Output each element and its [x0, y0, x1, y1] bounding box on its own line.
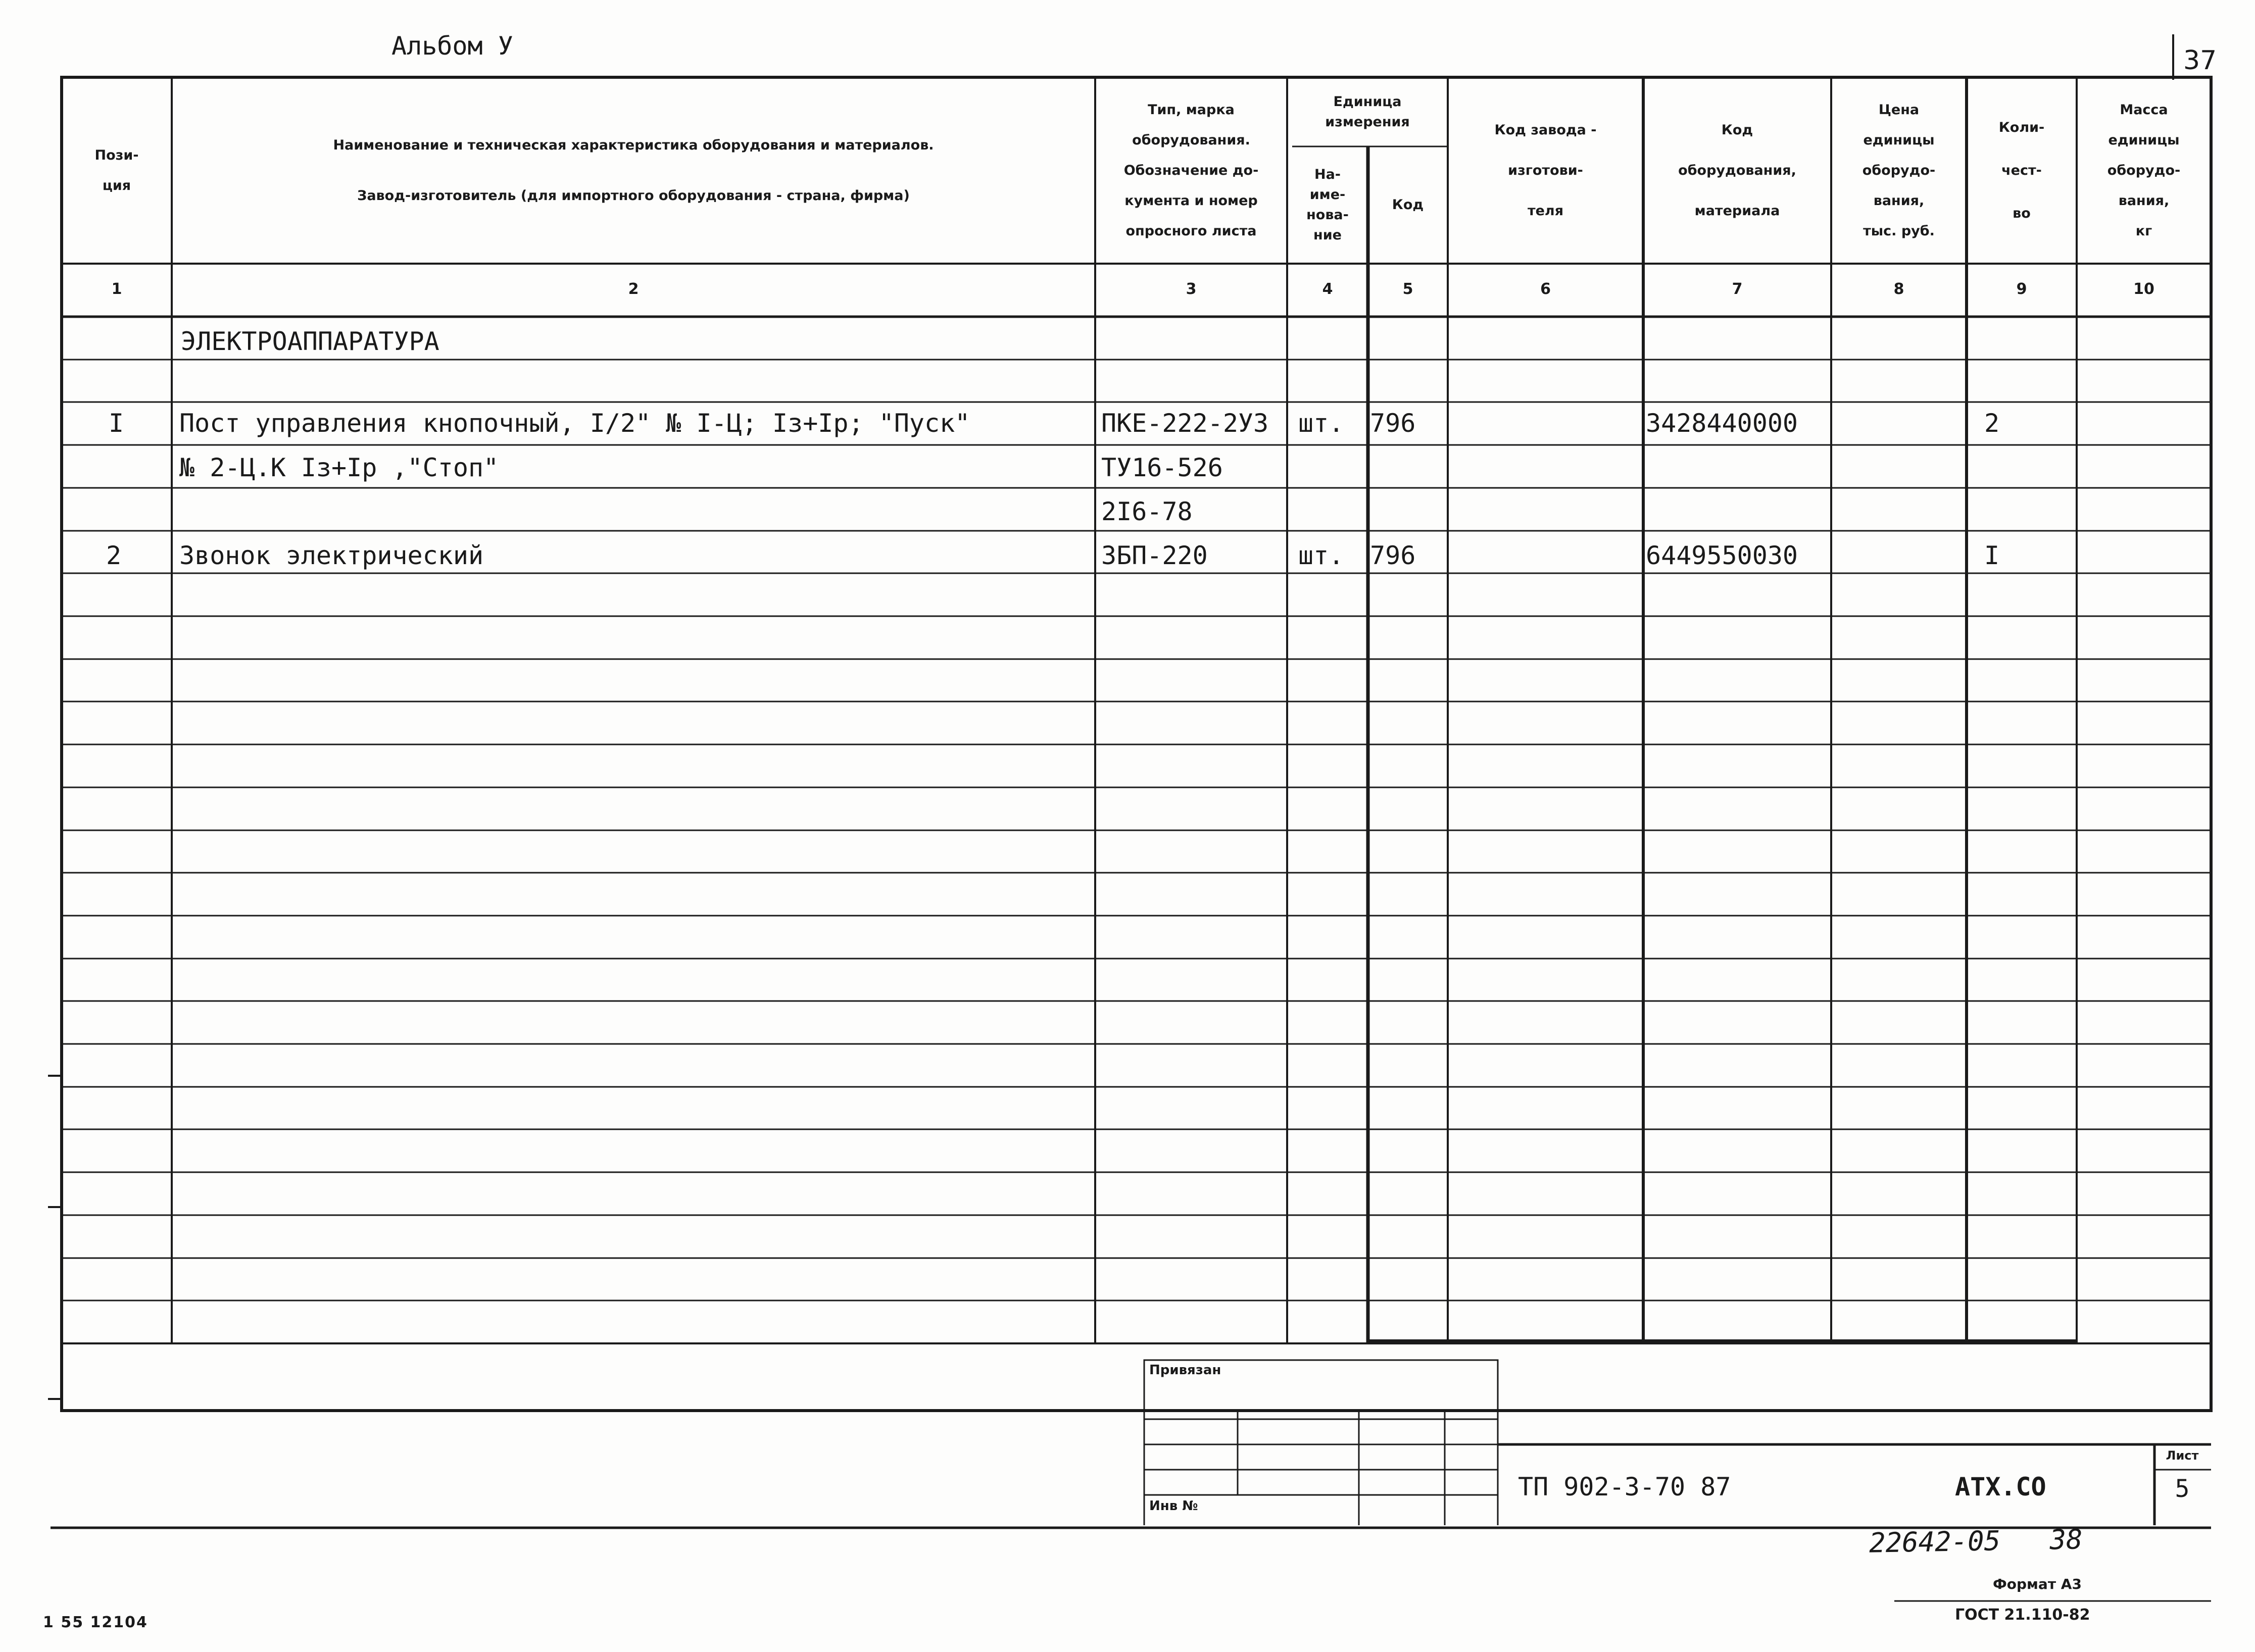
col-number-5: 5	[1402, 280, 1413, 298]
header-price-line4: вания,	[1873, 192, 1925, 209]
header-position	[62, 77, 172, 264]
header-type-line4: кумента и номер	[1124, 192, 1258, 209]
header-price-line3: оборудо-	[1862, 162, 1936, 178]
stamp-inv-label: Инв №	[1149, 1498, 1198, 1514]
header-price	[1831, 77, 1967, 264]
row-equipment-code: 3428440000	[1646, 409, 1798, 438]
col-number-9: 9	[2016, 280, 2027, 298]
document-code: АТХ.СО	[1955, 1472, 2046, 1501]
footer-left-code: 1 55 12104	[43, 1614, 148, 1631]
document-number: ТП 902-3-70 87	[1518, 1472, 1731, 1501]
header-quantity-line1: Коли-	[1998, 120, 2045, 135]
header-unit-group	[1287, 77, 1448, 146]
col-number-6: 6	[1540, 280, 1551, 298]
header-unit-code	[1368, 146, 1448, 264]
header-price-line5: тыс. руб.	[1863, 223, 1935, 239]
row-type: ПКЕ-222-2УЗ	[1101, 409, 1269, 438]
header-type	[1095, 77, 1287, 264]
row-name: ЭЛЕКТРОАППАРАТУРА	[181, 327, 439, 356]
header-name-line1: Наименование и техническая характеристика оборудования и материалов.	[333, 137, 934, 153]
header-mass-line5: кг	[2135, 223, 2152, 239]
album-title: Альбом У	[391, 31, 513, 61]
header-type-line3: Обозначение до-	[1123, 162, 1259, 178]
header-mass	[2077, 77, 2211, 264]
row-quantity: 2	[1984, 409, 2000, 438]
row-quantity: I	[1984, 541, 2000, 570]
gost-label: ГОСТ 21.110-82	[1955, 1606, 2090, 1624]
header-unit-code-text: Код	[1392, 197, 1424, 213]
col-number-8: 8	[1893, 280, 1904, 298]
header-factory-code-line1: Код завода -	[1494, 122, 1597, 138]
header-quantity	[1967, 77, 2077, 264]
header-type-line5: опросного листа	[1125, 223, 1257, 239]
page-corner-number: 37	[2183, 45, 2217, 76]
handwritten-number: 22642-05 38	[1869, 1523, 2083, 1559]
header-equipment-code-line2: оборудования,	[1678, 162, 1796, 178]
header-mass-line1: Масса	[2120, 102, 2168, 118]
header-unit-name-line3: нова-	[1306, 207, 1349, 223]
row-type: 2I6-78	[1101, 497, 1193, 526]
header-factory-code	[1448, 77, 1643, 264]
header-equipment-code-line3: материала	[1694, 203, 1780, 219]
header-name	[172, 77, 1095, 264]
header-unit-name-line4: ние	[1313, 227, 1342, 243]
header-mass-line2: единицы	[2108, 132, 2180, 148]
header-name-line2: Завод-изготовитель (для импортного оборудования - страна, фирма)	[357, 187, 910, 204]
header-unit-group-line1: Единица	[1333, 93, 1402, 110]
stamp-bound-label: Привязан	[1149, 1363, 1221, 1378]
col-number-10: 10	[2133, 280, 2154, 298]
header-price-line2: единицы	[1863, 132, 1935, 148]
header-equipment-code	[1643, 77, 1831, 264]
row-name: № 2-Ц.К Iз+Iр ,"Стоп"	[179, 453, 499, 482]
header-quantity-line2: чест-	[2001, 163, 2042, 178]
row-unit-code: 796	[1370, 541, 1416, 570]
col-number-4: 4	[1322, 280, 1333, 298]
header-position-line1: Пози-	[94, 147, 139, 163]
header-quantity-line3: во	[2013, 206, 2031, 221]
header-mass-line4: вания,	[2118, 192, 2170, 209]
header-price-line1: Цена	[1878, 102, 1920, 118]
col-number-2: 2	[628, 280, 639, 298]
row-unit-code: 796	[1370, 409, 1416, 438]
sheet-number: 5	[2175, 1475, 2190, 1503]
header-unit-name	[1287, 146, 1368, 264]
col-number-7: 7	[1732, 280, 1743, 298]
col-number-3: 3	[1186, 280, 1197, 298]
row-equipment-code: 6449550030	[1646, 541, 1798, 570]
header-unit-name-line2: име-	[1309, 187, 1346, 203]
header-mass-line3: оборудо-	[2107, 162, 2181, 178]
header-unit-name-line1: На-	[1314, 167, 1341, 182]
header-position-line2: ция	[102, 177, 131, 193]
header-factory-code-line3: теля	[1527, 203, 1564, 219]
row-type: ЗБП-220	[1101, 541, 1208, 570]
format-label: Формат А3	[1993, 1576, 2082, 1592]
row-unit: шт.	[1298, 541, 1344, 570]
header-unit-group-line2: измерения	[1325, 114, 1410, 130]
row-name: Пост управления кнопочный, I/2" № I-Ц; Iз+Iр; "Пуск"	[179, 409, 970, 438]
header-type-line2: оборудования.	[1132, 132, 1250, 148]
row-type: ТУ16-526	[1101, 453, 1223, 482]
row-name: Звонок электрический	[179, 541, 484, 570]
header-equipment-code-line1: Код	[1721, 122, 1753, 138]
header-factory-code-line2: изготови-	[1508, 162, 1583, 178]
header-type-line1: Тип, марка	[1148, 102, 1235, 118]
row-position: 2	[106, 541, 122, 570]
col-number-1: 1	[111, 280, 122, 298]
sheet-label: Лист	[2166, 1448, 2199, 1463]
row-unit: шт.	[1298, 409, 1344, 438]
row-position: I	[109, 409, 124, 438]
